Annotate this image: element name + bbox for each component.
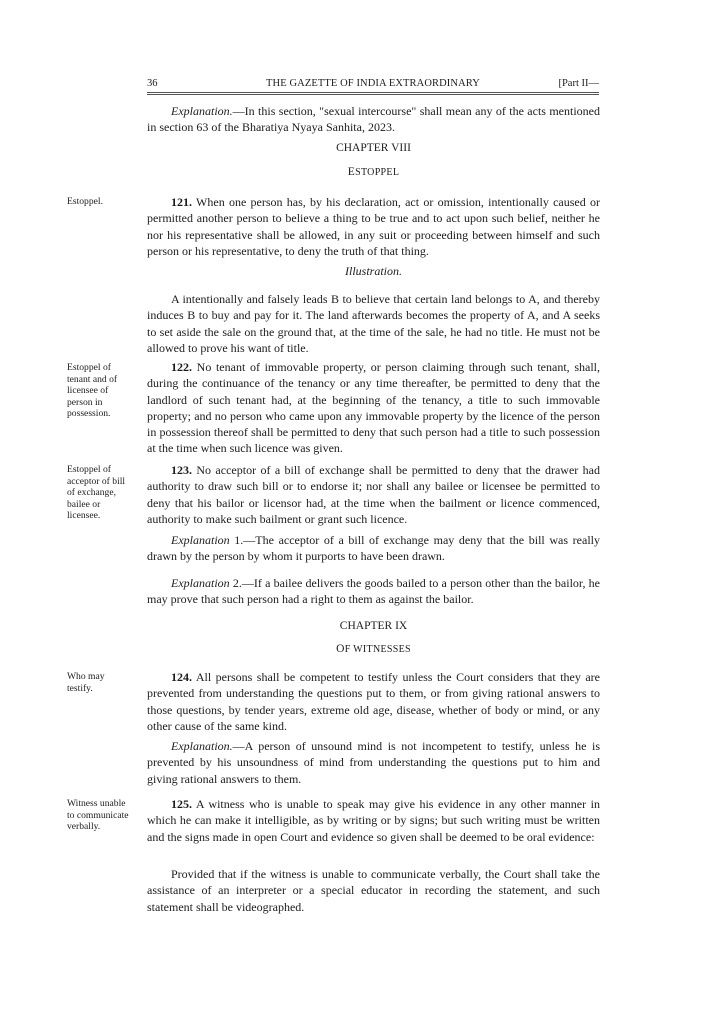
section-123 — [147, 462, 600, 527]
section-121 — [147, 194, 600, 259]
page-number: 36 — [147, 78, 158, 89]
illustration-heading: Illustration. — [344, 264, 402, 278]
intro-explanation-text: —In this section, "sexual intercourse" shall mean any of the acts mentioned in section 63 of the Bharatiya Nyaya Sanhita, 2023. — [147, 104, 600, 135]
margin-note-122: Estoppel of tenant and of licensee of person in possession. — [67, 362, 118, 420]
section-124-explanation — [147, 738, 600, 787]
section-125-number: 125. — [171, 797, 192, 811]
section-122-number: 122. — [171, 360, 192, 374]
section-125-text: A witness who is unable to speak may give his evidence in any other manner in which he can make it intelligible, as by writing or by signs; but such writing must be written and the signs made in open Court and evidence so given shall be deemed to be oral evidence: — [147, 797, 600, 844]
section-124-text: All persons shall be competent to testify unless the Court considers that they are prevented from understanding the questions put to them, or from giving rational answers to those questions, by tender years, extreme old age, disease, whether of body or mind, or any other cause of the same kind. — [147, 670, 600, 733]
chapter-8-title-initial: E — [347, 166, 356, 178]
header-rule-top — [147, 92, 599, 93]
intro-explanation — [147, 103, 600, 136]
section-124-number: 124. — [171, 670, 192, 684]
explanation-1-text: 1.—The acceptor of a bill of exchange may deny that the bill was really drawn by the person by whom it purports to have been drawn. — [147, 533, 600, 564]
section-123-explanation-1 — [147, 532, 600, 565]
chapter-9-title-rest: F WITNESSES — [344, 644, 411, 655]
section-121-text: When one person has, by his declaration, act or omission, intentionally caused or permitted another person to believe a thing to be true and to act upon such belief, neither he nor his representative shall be allowed, in any suit or proceeding between himself and such person or his representative, to deny the truth of that thing. — [147, 195, 600, 258]
section-121-number: 121. — [171, 195, 192, 209]
explanation-2-label: Explanation — [171, 576, 230, 590]
chapter-8-title — [147, 166, 600, 178]
section-124 — [147, 669, 600, 734]
margin-note-123: Estoppel of acceptor of bill of exchange, bailee or licensee. — [67, 464, 126, 522]
intro-explanation-label: Explanation. — [171, 104, 233, 118]
section-123-number: 123. — [171, 463, 192, 477]
margin-note-121: Estoppel. — [67, 196, 103, 207]
chapter-8-heading: CHAPTER VIII — [336, 142, 411, 154]
section-125-proviso: Provided that if the witness is unable to communicate verbally, the Court shall take the assistance of an interpreter or a special educator in recording the statement, and such statement shall be videographed. — [147, 867, 600, 914]
chapter-9-title-initial: O — [336, 643, 345, 655]
part-label: [Part II— — [558, 78, 599, 89]
illustration-text: A intentionally and falsely leads B to believe that certain land belongs to A, and thereby induces B to buy and pay for it. The land afterwards becomes the property of A, and A seeks to set aside the sale on the ground that, at the time of the sale, he had no title. He must not be allowed to prove his want of title. — [147, 292, 600, 355]
explanation-1-label: Explanation — [171, 533, 230, 547]
section-124-explanation-text: —A person of unsound mind is not incompetent to testify, unless he is prevented by his unsoundness of mind from understanding the questions put to him and giving rational answers to them. — [147, 739, 600, 786]
section-123-text: No acceptor of a bill of exchange shall be permitted to deny that the drawer had authority to draw such bill or to endorse it; nor shall any bailee or licensee be permitted to deny that his bailor or licensor had, at the time when the bailment or licence commenced, authority to make such bailment or grant such licence. — [147, 463, 600, 526]
margin-note-124: Who may testify. — [67, 671, 105, 694]
section-123-explanation-2 — [147, 575, 600, 608]
header-rule-bottom — [147, 94, 599, 95]
explanation-2-text: 2.—If a bailee delivers the goods bailed to a person other than the bailor, he may prove that such person had a right to them as against the bailor. — [147, 576, 600, 607]
margin-note-125: Witness unable to communicate verbally. — [67, 798, 129, 833]
chapter-8-title-rest: STOPPEL — [355, 167, 400, 178]
section-122 — [147, 359, 600, 457]
section-122-text: No tenant of immovable property, or person claiming through such tenant, shall, during the continuance of the tenancy or any time thereafter, be permitted to deny that the landlord of such tenant had, at the beginning of the tenancy, a title to such immovable property; and no person who came upon any immovable property by the licence of the person in possession thereof shall be permitted to deny that such person had a title to such possession at the time when such licence was given. — [147, 360, 600, 456]
chapter-9-title — [147, 643, 600, 655]
chapter-9-heading: CHAPTER IX — [339, 620, 408, 632]
gazette-title: THE GAZETTE OF INDIA EXTRAORDINARY — [266, 78, 480, 89]
section-124-explanation-label: Explanation. — [171, 739, 233, 753]
running-header — [147, 78, 599, 92]
section-125 — [147, 796, 600, 845]
